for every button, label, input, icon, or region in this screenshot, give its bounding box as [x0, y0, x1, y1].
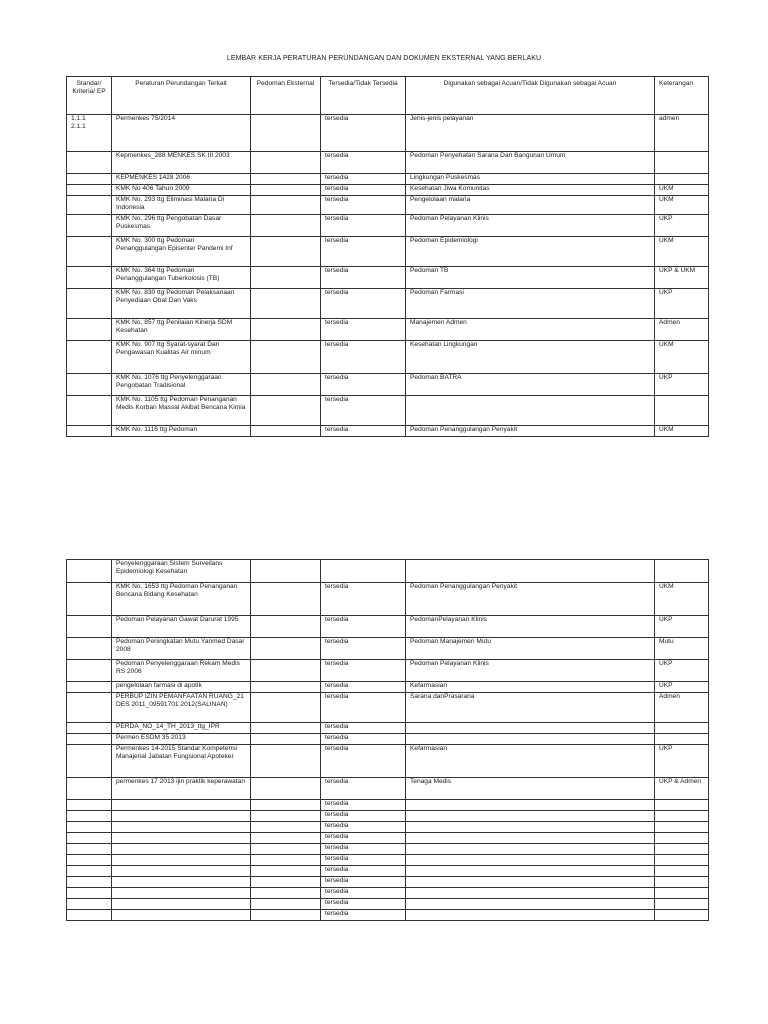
cell-pedoman: [251, 341, 321, 374]
cell-keterangan: UKP: [655, 616, 709, 638]
cell-tersedia: tersedia: [321, 374, 406, 396]
cell-standar: [67, 745, 112, 778]
header-digunakan: Digunakan sebagai Acuan/Tidak Digunakan sebagai Acuan: [406, 77, 655, 115]
cell-standar: [67, 289, 112, 319]
cell-standar: 1.1.1 2.1.1: [67, 115, 112, 152]
cell-peraturan: Permen ESDM 35 2013: [112, 734, 251, 745]
cell-pedoman: [251, 289, 321, 319]
cell-digunakan: Kefarmasian: [406, 745, 655, 778]
cell-standar: [67, 844, 112, 855]
cell-tersedia: tersedia: [321, 723, 406, 734]
cell-standar: [67, 855, 112, 866]
cell-keterangan: [655, 855, 709, 866]
cell-digunakan: Lingkungan Puskesmas: [406, 174, 655, 185]
cell-peraturan: KMK No 406 Tahun 2009: [112, 185, 251, 196]
cell-tersedia: tersedia: [321, 616, 406, 638]
cell-digunakan: [406, 910, 655, 921]
cell-pedoman: [251, 811, 321, 822]
cell-keterangan: [655, 800, 709, 811]
cell-tersedia: tersedia: [321, 877, 406, 888]
cell-keterangan: UKM: [655, 237, 709, 267]
cell-peraturan: [112, 888, 251, 899]
cell-keterangan: [655, 822, 709, 833]
cell-standar: [67, 734, 112, 745]
cell-peraturan: KMK No. 1653 ttg Pedoman Penanganan Bencana Bidang Kesehatan: [112, 583, 251, 616]
table-row: [67, 426, 709, 437]
cell-pedoman: [251, 560, 321, 583]
table-row: [67, 833, 709, 844]
cell-pedoman: [251, 877, 321, 888]
cell-pedoman: [251, 267, 321, 289]
cell-pedoman: [251, 215, 321, 237]
cell-peraturan: KEPMENKES 1428 2006: [112, 174, 251, 185]
cell-keterangan: UKM: [655, 185, 709, 196]
cell-digunakan: Pedoman Farmasi: [406, 289, 655, 319]
table-row: [67, 800, 709, 811]
cell-keterangan: [655, 723, 709, 734]
cell-keterangan: UKP: [655, 660, 709, 682]
cell-digunakan: [406, 833, 655, 844]
cell-tersedia: tersedia: [321, 778, 406, 800]
cell-standar: [67, 396, 112, 426]
cell-keterangan: UKP: [655, 215, 709, 237]
cell-standar: [67, 319, 112, 341]
table-row: [67, 152, 709, 174]
cell-standar: [67, 341, 112, 374]
cell-peraturan: KMK No. 857 ttg Penilaian Kinerja SDM Kesehatan: [112, 319, 251, 341]
cell-peraturan: [112, 899, 251, 910]
table-row: [67, 267, 709, 289]
cell-pedoman: [251, 115, 321, 152]
cell-tersedia: tersedia: [321, 682, 406, 693]
cell-tersedia: tersedia: [321, 745, 406, 778]
cell-digunakan: Kesehatan Jiwa Komunitas: [406, 185, 655, 196]
page-title: LEMBAR KERJA PERATURAN PERUNDANGAN DAN DOKUMEN EKSTERNAL YANG BERLAKU: [226, 55, 542, 62]
cell-digunakan: [406, 844, 655, 855]
table-row: [67, 374, 709, 396]
table-row: [67, 319, 709, 341]
table-row: [67, 115, 709, 152]
cell-standar: [67, 866, 112, 877]
cell-keterangan: [655, 152, 709, 174]
cell-digunakan: Manajemen Admen: [406, 319, 655, 341]
cell-peraturan: [112, 800, 251, 811]
cell-keterangan: [655, 844, 709, 855]
cell-pedoman: [251, 822, 321, 833]
cell-digunakan: [406, 811, 655, 822]
table-row: [67, 844, 709, 855]
table-row: [67, 237, 709, 267]
cell-tersedia: tersedia: [321, 910, 406, 921]
cell-keterangan: [655, 174, 709, 185]
cell-standar: [67, 660, 112, 682]
cell-tersedia: tersedia: [321, 174, 406, 185]
cell-pedoman: [251, 583, 321, 616]
cell-digunakan: Kesehatan Lingkungan: [406, 341, 655, 374]
cell-digunakan: [406, 800, 655, 811]
cell-standar: [67, 267, 112, 289]
cell-keterangan: [655, 734, 709, 745]
cell-keterangan: admen: [655, 115, 709, 152]
cell-pedoman: [251, 844, 321, 855]
cell-pedoman: [251, 866, 321, 877]
cell-keterangan: UKP: [655, 374, 709, 396]
cell-digunakan: Pedoman Penanggulangan Penyakit: [406, 583, 655, 616]
cell-standar: [67, 583, 112, 616]
cell-keterangan: Mutu: [655, 638, 709, 660]
cell-keterangan: [655, 910, 709, 921]
cell-digunakan: Pedoman Pelayanan Klinis: [406, 660, 655, 682]
cell-peraturan: [112, 877, 251, 888]
cell-pedoman: [251, 616, 321, 638]
cell-digunakan: Jenis-jenis pelayanan: [406, 115, 655, 152]
cell-standar: [67, 215, 112, 237]
cell-keterangan: Admen: [655, 693, 709, 723]
cell-standar: [67, 237, 112, 267]
cell-digunakan: [406, 899, 655, 910]
cell-digunakan: Pedoman Pelayanan Klinis: [406, 215, 655, 237]
cell-standar: [67, 196, 112, 215]
cell-digunakan: Pedoman Manajemen Mutu: [406, 638, 655, 660]
cell-digunakan: Pengelolaan malaria: [406, 196, 655, 215]
regulation-table-page-1: [66, 76, 709, 437]
cell-standar: [67, 185, 112, 196]
cell-tersedia: tersedia: [321, 833, 406, 844]
cell-peraturan: Pedoman Penyelenggaraan Rekam Medis RS 2006: [112, 660, 251, 682]
table-row: [67, 185, 709, 196]
cell-keterangan: UKP & Admen: [655, 778, 709, 800]
table-row: [67, 734, 709, 745]
cell-digunakan: [406, 734, 655, 745]
cell-tersedia: tersedia: [321, 693, 406, 723]
table-row: [67, 877, 709, 888]
cell-pedoman: [251, 185, 321, 196]
cell-standar: [67, 800, 112, 811]
cell-pedoman: [251, 396, 321, 426]
cell-peraturan: [112, 811, 251, 822]
cell-pedoman: [251, 745, 321, 778]
cell-digunakan: Pedoman TB: [406, 267, 655, 289]
table-row: [67, 174, 709, 185]
cell-tersedia: tersedia: [321, 734, 406, 745]
cell-standar: [67, 616, 112, 638]
cell-keterangan: UKP: [655, 289, 709, 319]
table-row: [67, 583, 709, 616]
cell-standar: [67, 560, 112, 583]
cell-standar: [67, 426, 112, 437]
table-row: [67, 215, 709, 237]
cell-digunakan: [406, 888, 655, 899]
cell-pedoman: [251, 426, 321, 437]
cell-digunakan: Pedoman BATRA: [406, 374, 655, 396]
cell-digunakan: [406, 822, 655, 833]
table-row: [67, 638, 709, 660]
cell-pedoman: [251, 800, 321, 811]
cell-standar: [67, 152, 112, 174]
cell-pedoman: [251, 855, 321, 866]
cell-keterangan: [655, 899, 709, 910]
cell-digunakan: Pedoman Penanggulangan Penyakit: [406, 426, 655, 437]
cell-tersedia: tersedia: [321, 267, 406, 289]
cell-peraturan: PERBUP IZIN PEMANFAATAN RUANG_21 DES 2011_09591701 2012(SALINAN): [112, 693, 251, 723]
cell-keterangan: UKP: [655, 745, 709, 778]
table-row: [67, 723, 709, 734]
cell-keterangan: [655, 866, 709, 877]
cell-standar: [67, 723, 112, 734]
cell-pedoman: [251, 660, 321, 682]
cell-keterangan: UKM: [655, 426, 709, 437]
regulation-table-page-2: [66, 559, 709, 921]
cell-peraturan: KMK No. 293 ttg Eliminasi Malaria Di Indonesia: [112, 196, 251, 215]
cell-keterangan: Admen: [655, 319, 709, 341]
cell-keterangan: UKP & UKM: [655, 267, 709, 289]
cell-tersedia: tersedia: [321, 811, 406, 822]
cell-tersedia: tersedia: [321, 583, 406, 616]
cell-keterangan: [655, 560, 709, 583]
cell-peraturan: KMK No. 830 ttg Pedoman Pelaksanaan Penyediaan Obat Dan Vaks: [112, 289, 251, 319]
cell-standar: [67, 374, 112, 396]
cell-peraturan: Permenkes 75/2014: [112, 115, 251, 152]
cell-digunakan: [406, 866, 655, 877]
cell-standar: [67, 811, 112, 822]
cell-tersedia: tersedia: [321, 660, 406, 682]
cell-peraturan: KMK No. 364 ttg Pedoman Penanggulangan Tuberkolosis (TB): [112, 267, 251, 289]
cell-keterangan: [655, 877, 709, 888]
cell-digunakan: [406, 723, 655, 734]
cell-standar: [67, 822, 112, 833]
cell-standar: [67, 877, 112, 888]
cell-tersedia: tersedia: [321, 319, 406, 341]
cell-peraturan: [112, 822, 251, 833]
header-standar: Standar/ Kriteria/ EP: [67, 77, 112, 115]
cell-tersedia: tersedia: [321, 800, 406, 811]
cell-pedoman: [251, 319, 321, 341]
cell-standar: [67, 174, 112, 185]
cell-tersedia: tersedia: [321, 844, 406, 855]
cell-tersedia: tersedia: [321, 237, 406, 267]
cell-peraturan: [112, 855, 251, 866]
cell-tersedia: tersedia: [321, 855, 406, 866]
cell-peraturan: Permenkes 14-2015 Standar Kompetensi Manajerial Jabatan Fungsional Apoteker: [112, 745, 251, 778]
cell-digunakan: [406, 855, 655, 866]
table-row: [67, 341, 709, 374]
table-row: [67, 910, 709, 921]
cell-tersedia: tersedia: [321, 426, 406, 437]
cell-pedoman: [251, 778, 321, 800]
cell-standar: [67, 833, 112, 844]
cell-tersedia: tersedia: [321, 396, 406, 426]
table-row: [67, 811, 709, 822]
cell-peraturan: pengelolaan farmasi di apotik: [112, 682, 251, 693]
cell-peraturan: [112, 833, 251, 844]
cell-standar: [67, 899, 112, 910]
cell-peraturan: KMK No. 1076 ttg Penyelenggaraan Pengobatan Tradisional: [112, 374, 251, 396]
cell-tersedia: tersedia: [321, 822, 406, 833]
cell-peraturan: KMK No. 1116 ttg Pedoman: [112, 426, 251, 437]
cell-digunakan: Sarana danPrasarana: [406, 693, 655, 723]
cell-pedoman: [251, 723, 321, 734]
table-header-row: [67, 77, 709, 115]
cell-peraturan: Pedoman Peningkatan Mutu Yanmed Dasar 2008: [112, 638, 251, 660]
cell-pedoman: [251, 374, 321, 396]
cell-keterangan: [655, 833, 709, 844]
cell-digunakan: [406, 396, 655, 426]
cell-tersedia: tersedia: [321, 215, 406, 237]
header-tersedia: Tersedia/Tidak Tersedia: [321, 77, 406, 115]
cell-pedoman: [251, 833, 321, 844]
cell-tersedia: tersedia: [321, 185, 406, 196]
cell-keterangan: UKM: [655, 341, 709, 374]
cell-pedoman: [251, 910, 321, 921]
cell-peraturan: KMK No. 907 ttg Syarat-syarat Dan Pengawasan Kualitas Air minum: [112, 341, 251, 374]
cell-digunakan: PedomanPelayanan Klinis: [406, 616, 655, 638]
cell-tersedia: tersedia: [321, 115, 406, 152]
cell-pedoman: [251, 888, 321, 899]
header-keterangan: Keterangan: [655, 77, 709, 115]
table-row: [67, 778, 709, 800]
cell-standar: [67, 638, 112, 660]
cell-pedoman: [251, 196, 321, 215]
cell-pedoman: [251, 638, 321, 660]
cell-peraturan: Pedoman Pelayanan Gawat Darurat 1995: [112, 616, 251, 638]
cell-peraturan: [112, 910, 251, 921]
cell-tersedia: [321, 560, 406, 583]
cell-tersedia: tersedia: [321, 638, 406, 660]
table-row: [67, 616, 709, 638]
cell-keterangan: [655, 396, 709, 426]
cell-digunakan: Tenaga Medis: [406, 778, 655, 800]
cell-pedoman: [251, 899, 321, 910]
cell-tersedia: tersedia: [321, 152, 406, 174]
cell-digunakan: Pedoman Epidemiologi: [406, 237, 655, 267]
cell-keterangan: UKM: [655, 196, 709, 215]
cell-keterangan: UKM: [655, 583, 709, 616]
cell-tersedia: tersedia: [321, 341, 406, 374]
table-row: [67, 855, 709, 866]
cell-pedoman: [251, 174, 321, 185]
cell-peraturan: [112, 844, 251, 855]
cell-peraturan: KMK No. 296 ttg Pengobatan Dasar Puskesmas: [112, 215, 251, 237]
cell-peraturan: KMK No. 1105 ttg Pedoman Penanganan Medis Korban Massal Akibat Bencana Kimia: [112, 396, 251, 426]
cell-digunakan: [406, 560, 655, 583]
cell-standar: [67, 910, 112, 921]
cell-standar: [67, 778, 112, 800]
cell-keterangan: UKP: [655, 682, 709, 693]
cell-tersedia: tersedia: [321, 899, 406, 910]
cell-tersedia: tersedia: [321, 888, 406, 899]
cell-peraturan: permenkes 17 2013 ijin praktik keperawatan: [112, 778, 251, 800]
header-pedoman: Pedoman Eksternal: [251, 77, 321, 115]
table-row: [67, 196, 709, 215]
cell-peraturan: Kepmenkes_288 MENKES SK III 2003: [112, 152, 251, 174]
cell-standar: [67, 682, 112, 693]
cell-digunakan: [406, 877, 655, 888]
cell-pedoman: [251, 734, 321, 745]
header-peraturan: Peraturan Perundangan Terkait: [112, 77, 251, 115]
cell-peraturan: [112, 866, 251, 877]
table-row: [67, 289, 709, 319]
cell-peraturan: KMK No. 300 ttg Pedoman Penanggulangan Episenter Pandemi Inf: [112, 237, 251, 267]
cell-tersedia: tersedia: [321, 196, 406, 215]
table-row: [67, 396, 709, 426]
cell-peraturan: PERDA_NO_14_TH_2013_ttg_IPR: [112, 723, 251, 734]
table-row: [67, 822, 709, 833]
table-row: [67, 693, 709, 723]
cell-digunakan: Kefarmasian: [406, 682, 655, 693]
table-row: [67, 866, 709, 877]
cell-pedoman: [251, 152, 321, 174]
table-row: [67, 682, 709, 693]
cell-keterangan: [655, 888, 709, 899]
table-row: [67, 888, 709, 899]
table-row: [67, 745, 709, 778]
cell-standar: [67, 693, 112, 723]
cell-keterangan: [655, 811, 709, 822]
cell-standar: [67, 888, 112, 899]
cell-pedoman: [251, 693, 321, 723]
cell-tersedia: tersedia: [321, 289, 406, 319]
table-row: [67, 660, 709, 682]
table-row: [67, 560, 709, 583]
table-row: [67, 899, 709, 910]
cell-tersedia: tersedia: [321, 866, 406, 877]
cell-digunakan: Pedoman Penyehatan Sarana Dan Bangunan Umum: [406, 152, 655, 174]
cell-pedoman: [251, 682, 321, 693]
cell-peraturan: Penyelenggaraan Sistem Surveilans Epidemiologi Kesehatan: [112, 560, 251, 583]
cell-pedoman: [251, 237, 321, 267]
